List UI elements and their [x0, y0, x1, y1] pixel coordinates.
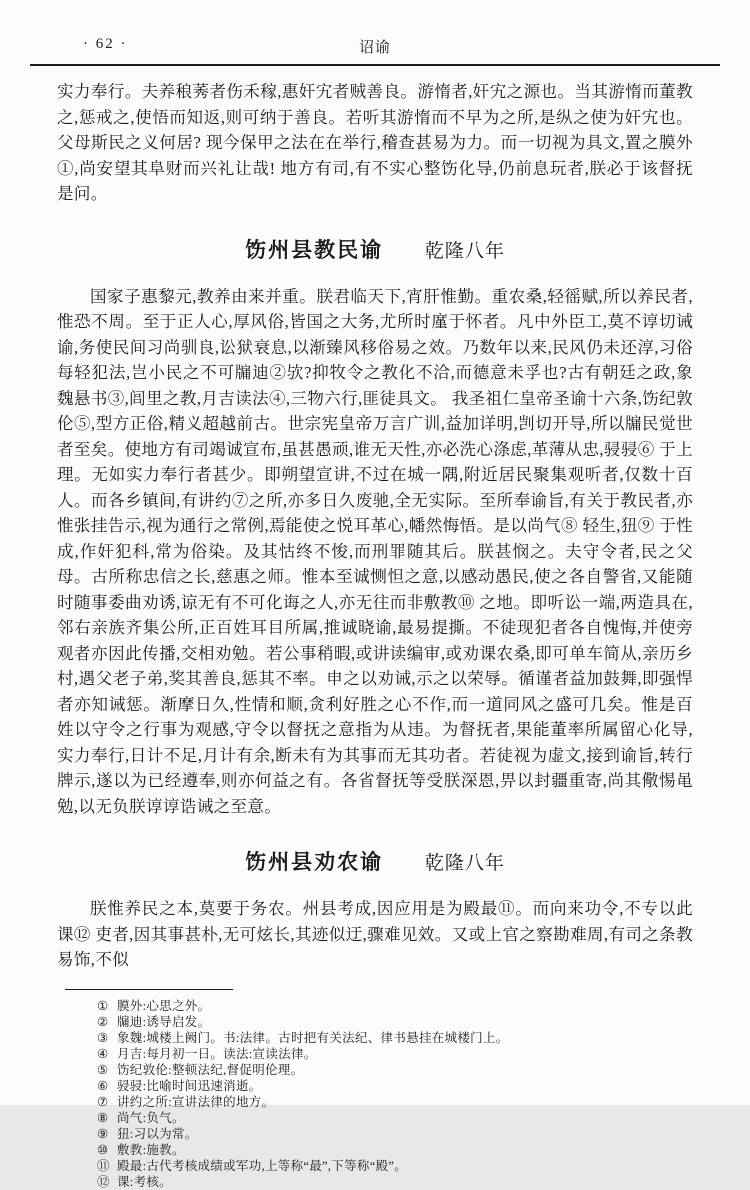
footnote [97, 1062, 693, 1078]
footnote-text: 月吉:每月初一日。读法:宣读法律。 [117, 1046, 317, 1061]
header-rule [30, 64, 720, 66]
section-date: 乾隆八年 [424, 853, 505, 874]
footnote-marker: ② [97, 1014, 109, 1029]
footnote-marker: ⑧ [97, 1110, 109, 1125]
section-jiaomin-paragraph: 国家子惠黎元,教养由来并重。朕君临天下,宵肝惟勤。重农桑,轻徭赋,所以养民者,惟恐不周。至于正人心,厚风俗,皆国之大务,尤所时廑于怀者。凡中外臣工,莫不谆切诫谕,务使民间习尚驯良,讼狱衰息,以渐臻风移俗易之效。乃数年以来,民风仍未还淳,习俗每轻犯法,岂小民之不可牖迪②欤?抑牧令之教化不洽,而德意未孚也?古有朝廷之政,象魏悬书③,闾里之教,月吉读法④,三物六行,匪徒具文。 我圣祖仁皇帝圣谕十六条,饬纪敦伦⑤,型方正俗,精义超越前古。世宗宪皇帝万言广训,益加详明,剀切开导,所以牖民觉世者至矣。使地方有司竭诚宣布,虽甚愚顽,谁无天性,亦必洗心涤虑,革薄从忠,骎骎⑥ 于上理。无如实力奉行者甚少。即朔望宣讲,不过在城一隅,附近居民聚集观听者,仅数十百人。而各乡镇间,有讲约⑦之所,亦多日久废驰,全无实际。至所奉谕旨,有关于教民者,亦惟张挂告示,视为通行之常例,焉能使之悦耳革心,幡然悔悟。是以尚气⑧ 轻生,狃⑨ 于性成,作奸犯科,常为俗染。及其怙终不悛,而刑罪随其后。朕甚悯之。夫守令者,民之父母。古所称忠信之长,慈惠之师。惟本至诚恻怛之意,以感动愚民,使之各自警省,又能随时随事委曲劝诱,谅无有不可化诲之人,亦无往而非敷教⑩ 之地。即听讼一端,两造具在,邻右亲族齐集公所,正百姓耳目所属,推诚晓谕,最易提撕。不徒现犯者各自愧悔,并使旁观者亦因此传播,交相劝勉。若公事稍暇,或讲读编审,或劝课农桑,即可单车简从,亲历乡村,遇父老子弟,奖其善良,惩其不率。申之以劝诫,示之以荣辱。循谨者益加鼓舞,即强悍者亦知诫惩。渐摩日久,性情和顺,贪利好胜之心不作,而一道同风之盛可几矣。惟是百姓以守令之行事为观感,守令以督抚之意指为从违。为督抚者,果能董率所属留心化导,实力奉行,日计不足,月计有余,断未有为其事而无其功者。若徒视为虚文,接到谕旨,转行牌示,遂以为已经遵奉,则亦何益之有。各省督抚等受朕深恩,畀以封疆重寄,尚其儆惕黾勉,以无负朕谆谆诰诫之至意。 [57, 286, 693, 816]
footnote [97, 1014, 693, 1030]
page-number: · 62 · [83, 36, 128, 52]
footnote-text: 尚气:负气。 [117, 1110, 185, 1125]
continuation-paragraph: 实力奉行。夫养稂莠者伤禾稼,惠奸宄者贼善良。游惰者,奸宄之源也。当其游惰而董教之,惩戒之,使悟而知返,则可纳于善良。若听其游惰而不早为之所,是纵之使为奸宄也。父母斯民之义何居? 现今保甲之法在在举行,稽查甚易为力。而一切视为具文,置之膜外①,尚安望其阜财而兴礼让哉! 地方有司,有不实心整饬化导,仍前息玩者,朕必于该督抚是问。 [57, 82, 693, 203]
footnote-marker: ⑪ [97, 1158, 110, 1173]
page-header [57, 34, 693, 60]
footnote-text: 狃:习以为常。 [117, 1126, 198, 1141]
footnote-text: 敷教:施教。 [117, 1142, 185, 1157]
footnote [97, 1094, 693, 1110]
footnote-text: 殿最:古代考核成绩或军功,上等称“最”,下等称“殿”。 [117, 1158, 408, 1173]
running-title: 诏谕 [358, 40, 391, 56]
footnote [97, 1142, 693, 1158]
footnote [97, 998, 693, 1014]
section-title: 饬州县教民谕 [245, 237, 384, 262]
page-body [57, 79, 693, 1190]
footnote [97, 1126, 693, 1142]
footnote-separator [65, 989, 233, 990]
footnote [97, 1046, 693, 1062]
footnote-marker: ⑤ [97, 1062, 109, 1077]
footnote-text: 课:考核。 [117, 1174, 172, 1189]
footnote-text: 象魏:城楼上阙门。书:法律。古时把有关法纪、律书悬挂在城楼门上。 [117, 1030, 509, 1045]
section-heading-jiaomin [57, 234, 693, 264]
footnote-marker: ① [97, 998, 109, 1013]
footnote-text: 饬纪敦伦:整顿法纪,督促明伦理。 [117, 1062, 304, 1077]
footnote-list [57, 998, 693, 1190]
footnote-text: 膜外:心思之外。 [117, 998, 211, 1013]
footnote-marker: ③ [97, 1030, 109, 1045]
section-title: 饬州县劝农谕 [245, 850, 384, 874]
footnote [97, 1078, 693, 1094]
footnote [97, 1110, 693, 1126]
section-heading-quannong [57, 846, 693, 876]
footnote [97, 1174, 693, 1190]
section-quannong-paragraph: 朕惟养民之本,莫要于务农。州县考成,因应用是为殿最⑪。而向来功令,不专以此课⑫ 吏者,因其事甚朴,无可炫长,其迹似迂,骤难见效。又或上官之察勘难周,有司之条教易饰,不似 [57, 899, 693, 969]
footnote [97, 1030, 693, 1046]
footnote-marker: ⑦ [97, 1094, 109, 1109]
footnote [97, 1158, 693, 1174]
footnote-text: 骎骎:比喻时间迅速消逝。 [117, 1078, 262, 1093]
footnote-marker: ⑥ [97, 1078, 109, 1093]
footnote-text: 牖迪:诱导启发。 [117, 1014, 211, 1029]
footnote-marker: ④ [97, 1046, 109, 1061]
footnote-text: 讲约之所:宣讲法律的地方。 [117, 1094, 275, 1109]
footnote-marker: ⑩ [97, 1142, 109, 1157]
footnote-marker: ⑨ [97, 1126, 109, 1141]
section-date: 乾隆八年 [424, 240, 505, 262]
footnote-marker: ⑫ [97, 1174, 110, 1189]
